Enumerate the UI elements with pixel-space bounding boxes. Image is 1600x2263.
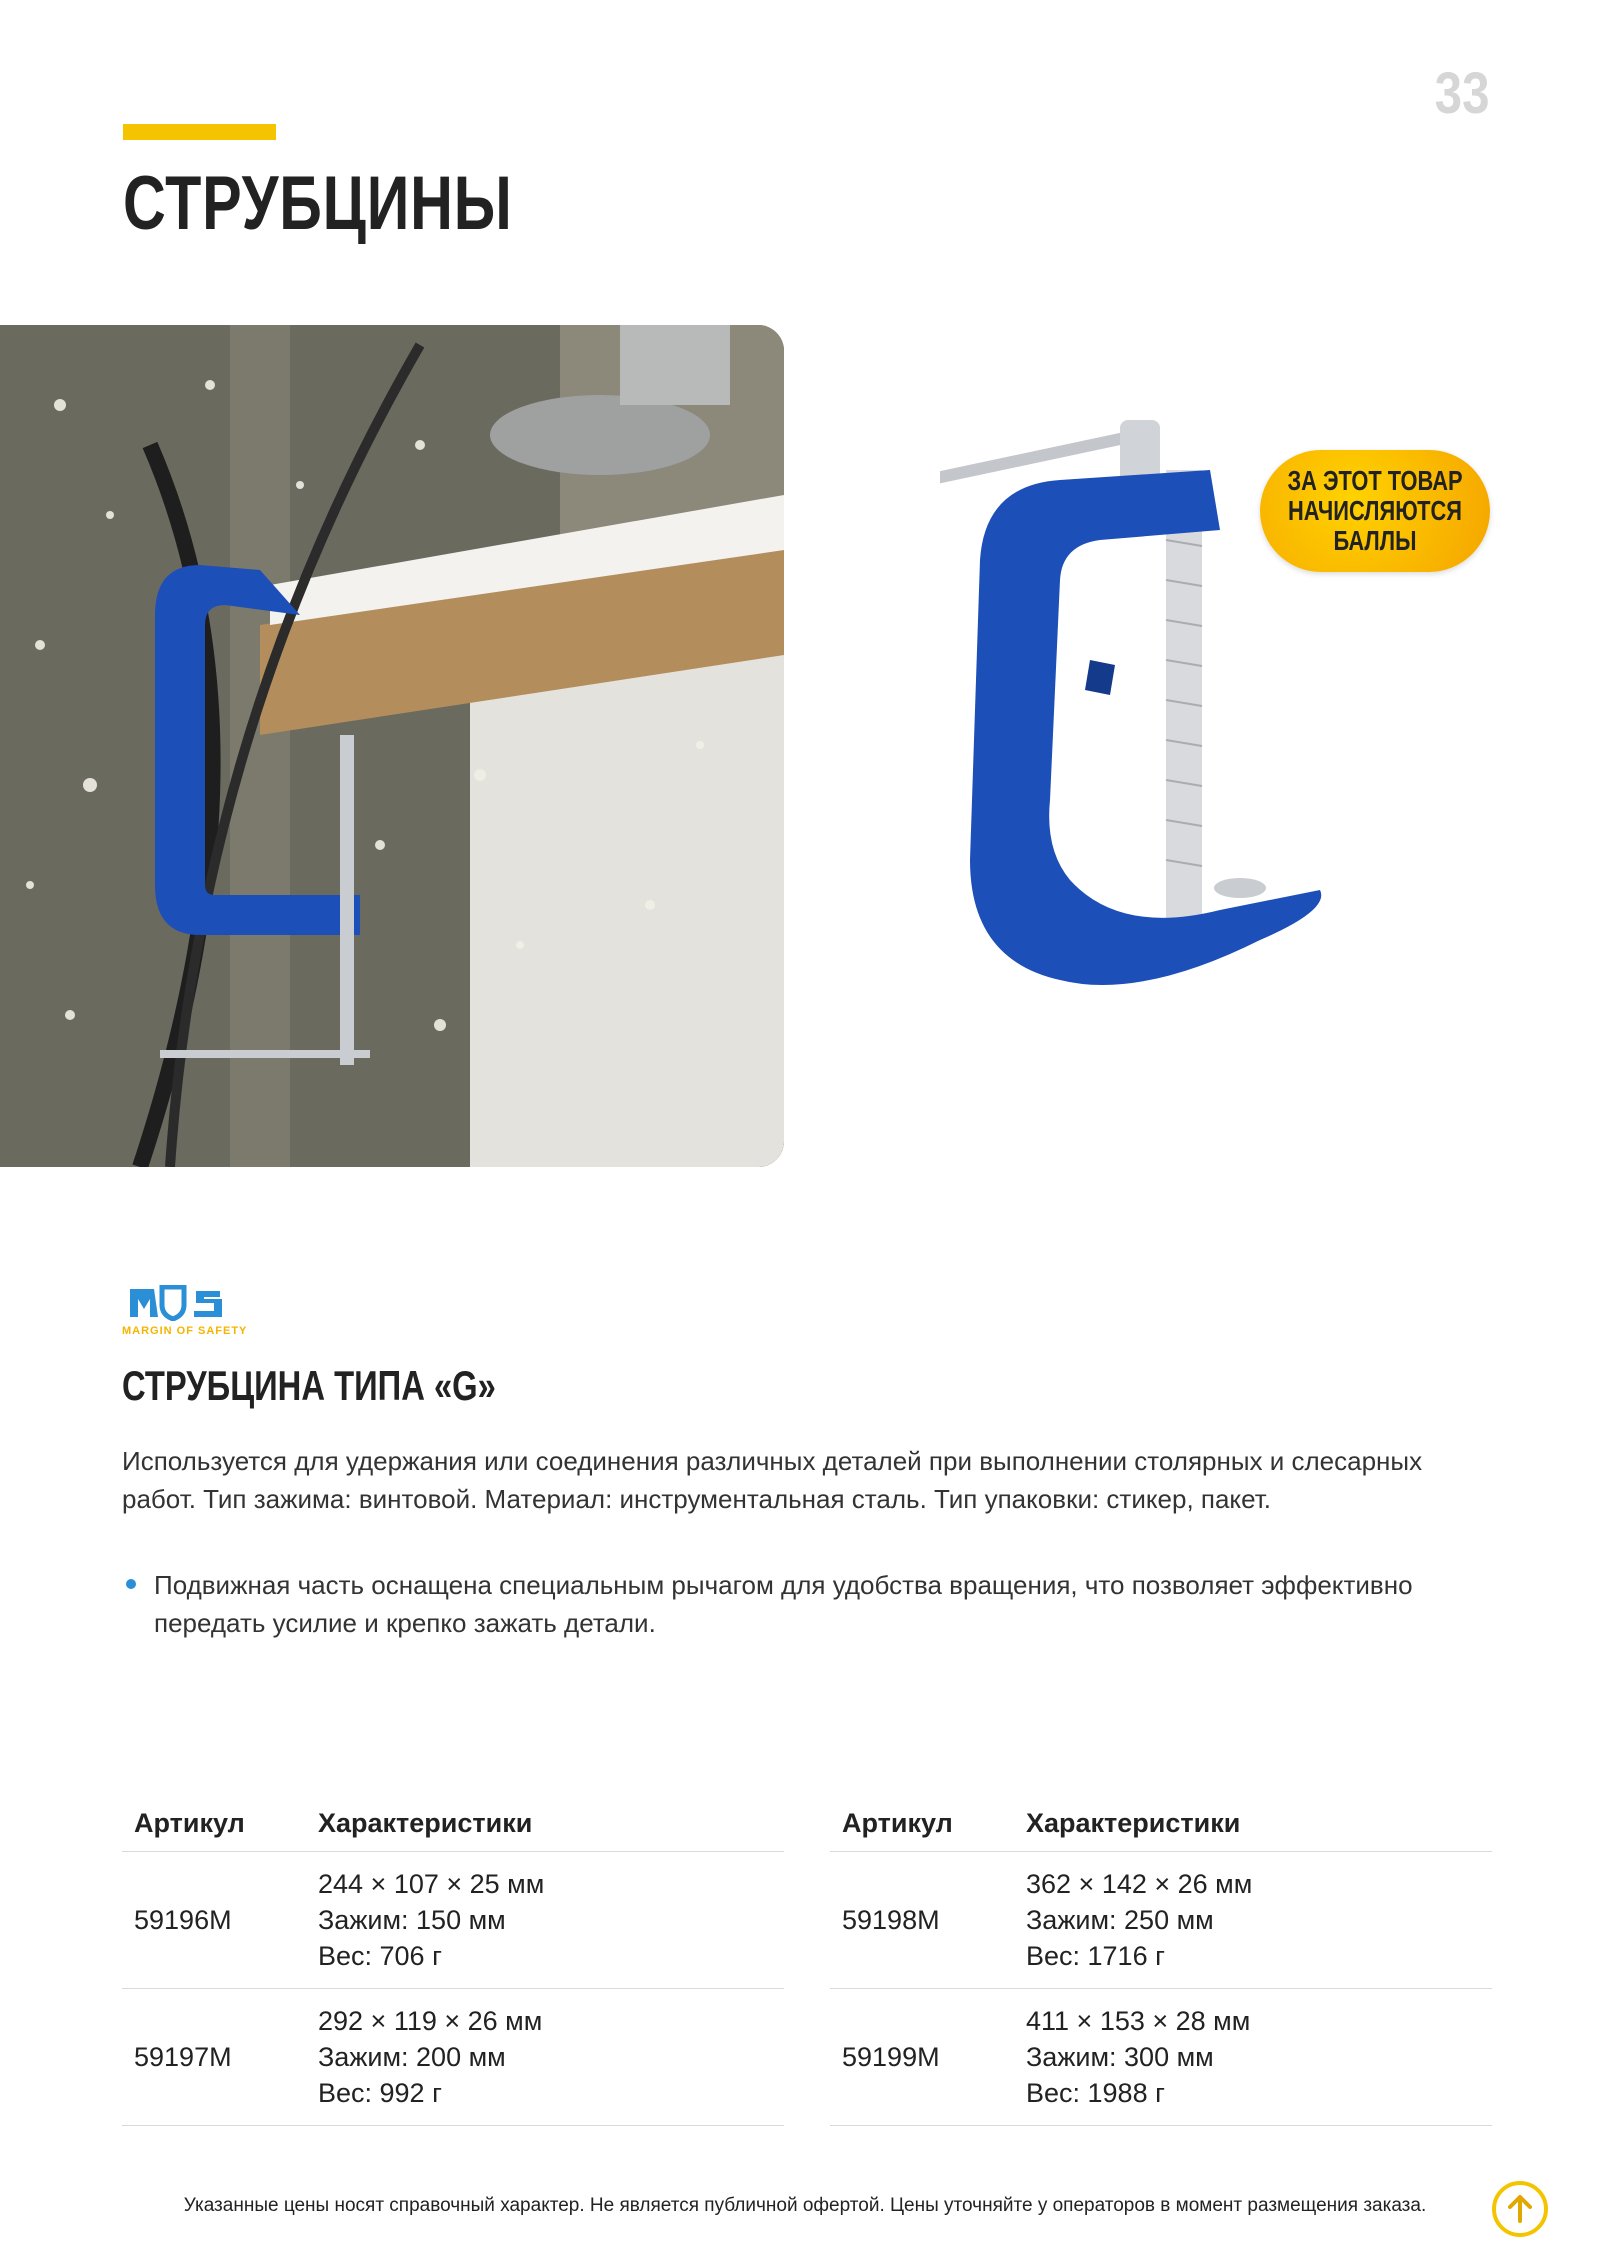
brand-tagline: MARGIN OF SAFETY [122,1325,248,1337]
dimensions-text: 411 × 153 × 28 мм [1026,2006,1251,2036]
spec-table-right [830,1800,1492,2126]
column-header-specs: Характеристики [1014,1800,1492,1852]
feature-list-item [122,1566,1514,1642]
specs-cell [1014,1989,1492,2126]
specs-cell [306,1989,784,2126]
table-row [830,1852,1492,1989]
product-description: Используется для удержания или соединения различных деталей при выполнении столярных и слесарных работ. Тип зажима: винтовой. Материал: инструментальная сталь. Тип упаковки: стикер, пакет. [122,1446,1423,1514]
article-cell: 59196M [122,1852,306,1989]
product-photo [0,325,784,1167]
specs-cell [1014,1852,1492,1989]
clamp-text: Зажим: 200 мм [318,2042,506,2072]
specs-cell [306,1852,784,1989]
feature-text: Подвижная часть оснащена специальным рычагом для удобства вращения, что позволяет эффективно передать усилие и крепко зажать детали. [154,1570,1413,1638]
clamp-text: Зажим: 150 мм [318,1905,506,1935]
page-number: 33 [1435,61,1490,126]
table-row [830,1989,1492,2126]
bullet-icon [126,1579,136,1589]
table-row [122,1852,784,1989]
weight-text: Вес: 1988 г [1026,2078,1165,2108]
table-header-row [122,1800,784,1852]
dimensions-text: 362 × 142 × 26 мм [1026,1869,1253,1899]
column-header-article: Артикул [122,1800,306,1852]
brand-logo [122,1285,272,1343]
dimensions-text: 292 × 119 × 26 мм [318,2006,543,2036]
article-cell: 59198M [830,1852,1014,1989]
weight-text: Вес: 706 г [318,1941,442,1971]
column-header-article: Артикул [830,1800,1014,1852]
clamp-text: Зажим: 300 мм [1026,2042,1214,2072]
arrow-up-icon [1507,2194,1533,2224]
title-accent-bar [123,124,276,140]
article-cell: 59197M [122,1989,306,2126]
points-badge [1260,450,1490,572]
table-header-row [830,1800,1492,1852]
weight-text: Вес: 1716 г [1026,1941,1165,1971]
product-title: СТРУБЦИНА ТИПА «G» [122,1362,496,1409]
column-header-specs: Характеристики [306,1800,784,1852]
footer-disclaimer: Указанные цены носят справочный характер. Не является публичной офертой. Цены уточняйте у операторов в момент размещения заказа. [183,2195,1427,2216]
article-cell: 59199M [830,1989,1014,2126]
scroll-to-top-button[interactable] [1492,2181,1548,2237]
page-title: СТРУБЦИНЫ [123,161,513,246]
dimensions-text: 244 × 107 × 25 мм [318,1869,545,1899]
clamp-text: Зажим: 250 мм [1026,1905,1214,1935]
table-row [122,1989,784,2126]
mos-logo-icon [122,1285,232,1321]
weight-text: Вес: 992 г [318,2078,442,2108]
points-badge-text: ЗА ЭТОТ ТОВАР НАЧИСЛЯЮТСЯ БАЛЛЫ [1287,465,1463,556]
spec-table-left [122,1800,784,2126]
